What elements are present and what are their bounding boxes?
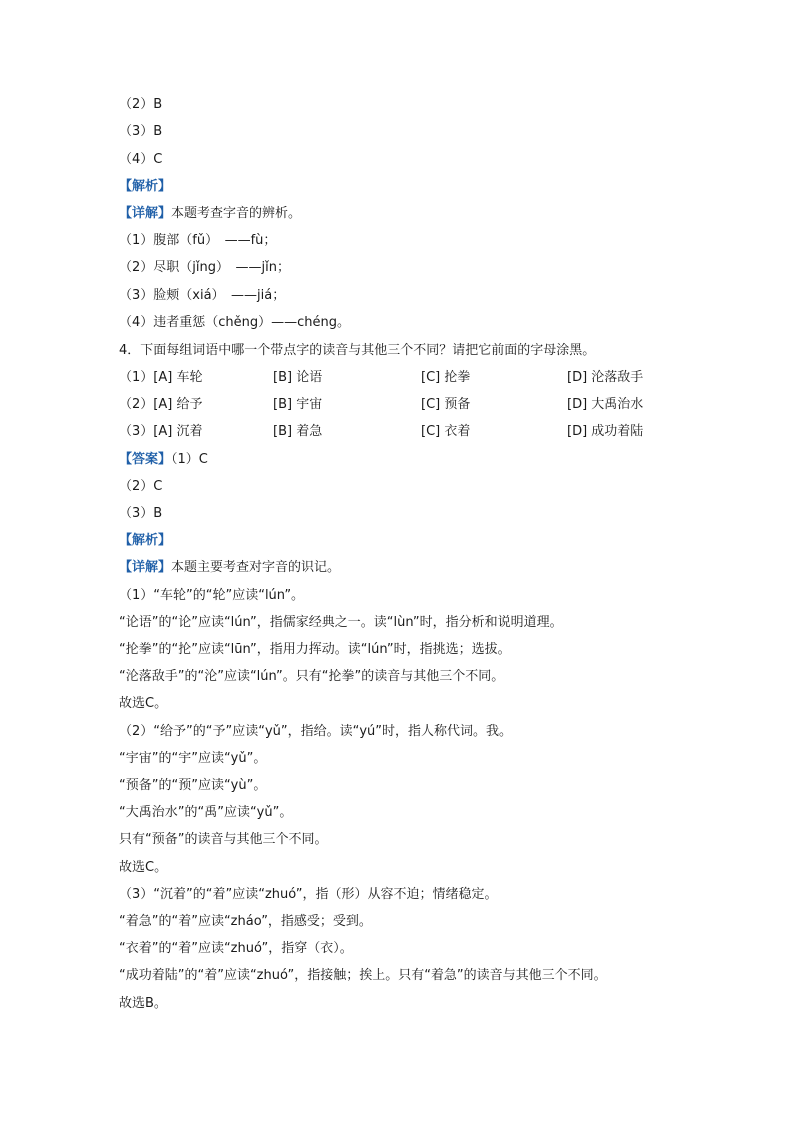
q4-detail-intro: [119, 558, 340, 578]
detail-line: “预备”的“预”应读“yù”。: [119, 778, 267, 793]
answer-line: [119, 450, 208, 470]
answer-2: （2）C: [119, 479, 163, 494]
detail-label: 【详解】: [119, 560, 172, 575]
detail-line: （2）“给予”的“予”应读“yǔ”，指给。读“yú”时，指人称代词。我。: [119, 724, 513, 739]
option-c: [C] 抡拳: [421, 370, 471, 385]
detail-line: “大禹治水”的“禹”应读“yǔ”。: [119, 805, 293, 820]
analysis-label: 【解析】: [119, 533, 172, 548]
detail-text: 本题主要考查对字音的识记。: [171, 560, 341, 575]
option-row-3: [119, 422, 202, 442]
option-d: [D] 大禹治水: [567, 397, 644, 412]
row-number: （3）: [119, 424, 154, 439]
detail-line: “成功着陆”的“着”应读“zhuó”，指接触；挨上。只有“着急”的读音与其他三个不同。: [119, 968, 607, 983]
detail-label: 【详解】: [119, 206, 172, 221]
answer-3: （3）B: [119, 506, 163, 521]
prev-detail-item: （1）腹部（fǔ） ——fù；: [119, 233, 277, 248]
analysis-label: 【解析】: [119, 179, 172, 194]
option-c: [C] 衣着: [421, 424, 471, 439]
option-row-1: [119, 368, 202, 388]
detail-line: “着急”的“着”应读“zháo”，指感受；受到。: [119, 914, 372, 929]
option-b: [B] 宇宙: [273, 397, 323, 412]
prev-detail-item: （2）尽职（jǐng） ——jǐn；: [119, 260, 290, 275]
option-row-2: [119, 395, 202, 415]
detail-text: 本题考查字音的辨析。: [171, 206, 302, 221]
prev-answer-3: （3）B: [119, 124, 163, 139]
option-row: [119, 395, 679, 415]
detail-line: 故选C。: [119, 860, 168, 875]
option-d: [D] 沦落敌手: [567, 370, 644, 385]
detail-line: “衣着”的“着”应读“zhuó”，指穿（衣）。: [119, 941, 353, 956]
detail-line: （3）“沉着”的“着”应读“zhuó”，指（形）从容不迫；情绪稳定。: [119, 887, 498, 902]
prev-detail-intro: [119, 204, 301, 224]
question-4-stem: 4．下面每组词语中哪一个带点字的读音与其他三个不同？请把它前面的字母涂黑。: [119, 343, 596, 358]
option-a: [A] 给予: [153, 397, 203, 412]
option-row: [119, 368, 679, 388]
answer-label: 【答案】: [119, 452, 172, 467]
option-a: [A] 沉着: [153, 424, 203, 439]
row-number: （2）: [119, 397, 154, 412]
prev-detail-item: （3）脸颊（xiá） ——jiá；: [119, 288, 286, 303]
detail-line: “宇宙”的“宇”应读“yǔ”。: [119, 751, 267, 766]
detail-line: 故选C。: [119, 696, 168, 711]
answer-1: （1）C: [171, 452, 208, 467]
prev-answer-4: （4）C: [119, 152, 163, 167]
row-number: （1）: [119, 370, 154, 385]
detail-line: 故选B。: [119, 996, 167, 1011]
option-a: [A] 车轮: [153, 370, 203, 385]
option-d: [D] 成功着陆: [567, 424, 644, 439]
detail-line: “沦落敌手”的“沦”应读“lún”。只有“抡拳”的读音与其他三个不同。: [119, 669, 505, 684]
detail-line: 只有“预备”的读音与其他三个不同。: [119, 832, 328, 847]
option-c: [C] 预备: [421, 397, 471, 412]
detail-line: “论语”的“论”应读“lún”，指儒家经典之一。读“lùn”时，指分析和说明道理。: [119, 615, 563, 630]
detail-line: “抡拳”的“抡”应读“lūn”，指用力挥动。读“lún”时，指挑选；选拔。: [119, 642, 511, 657]
prev-answer-2: （2）B: [119, 97, 163, 112]
option-row: [119, 422, 679, 442]
option-b: [B] 论语: [273, 370, 323, 385]
detail-line: （1）“车轮”的“轮”应读“lún”。: [119, 588, 305, 603]
option-b: [B] 着急: [273, 424, 323, 439]
prev-detail-item: （4）违者重惩（chěng）——chéng。: [119, 315, 351, 330]
